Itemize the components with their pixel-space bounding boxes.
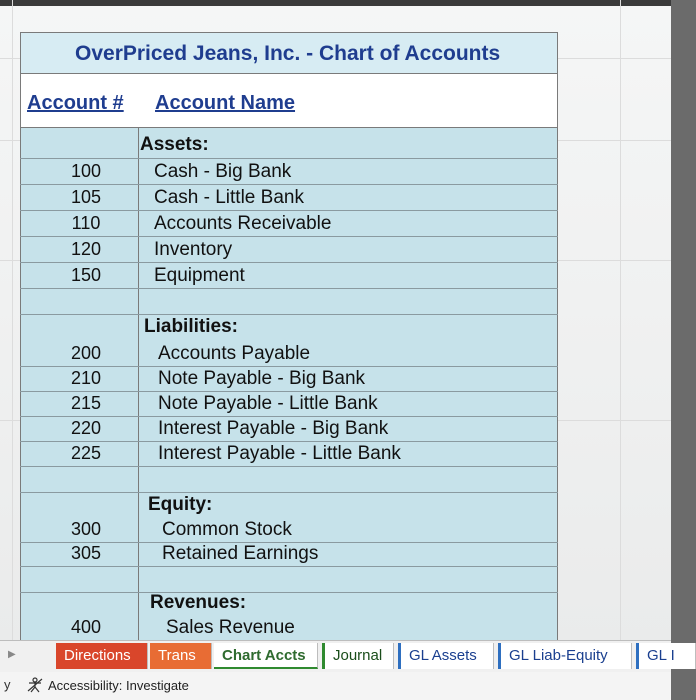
- tab-trans[interactable]: Trans: [150, 643, 212, 669]
- table-row[interactable]: [20, 390, 558, 417]
- tab-directions[interactable]: Directions: [56, 643, 148, 669]
- account-name: Cash - Big Bank: [154, 161, 292, 182]
- account-name: Accounts Payable: [158, 343, 311, 364]
- section-row[interactable]: [20, 590, 558, 616]
- account-name: Cash - Little Bank: [154, 187, 304, 208]
- account-name: Interest Payable - Big Bank: [158, 418, 389, 439]
- window-top-edge: [0, 0, 671, 6]
- account-number: 150: [70, 265, 102, 285]
- account-number: 105: [70, 187, 102, 207]
- blank-row[interactable]: [20, 466, 558, 493]
- section-label: Liabilities:: [144, 316, 238, 337]
- sheet-tab-bar: [0, 640, 675, 673]
- table-row[interactable]: [20, 158, 558, 185]
- blank-row[interactable]: [20, 288, 558, 315]
- account-number-header[interactable]: Account #: [27, 92, 124, 114]
- section-label: Assets:: [140, 134, 209, 155]
- header-row: [20, 74, 558, 128]
- account-number: 110: [71, 213, 101, 233]
- account-name: Accounts Receivable: [154, 213, 332, 234]
- account-name: Note Payable - Little Bank: [158, 393, 378, 414]
- table-row[interactable]: [20, 365, 558, 392]
- section-row[interactable]: [20, 132, 558, 159]
- account-name: Equipment: [154, 265, 245, 286]
- status-bar: [0, 672, 671, 700]
- account-number: 210: [70, 368, 102, 388]
- table-row[interactable]: [20, 614, 558, 640]
- tab-gl-liab-equity[interactable]: GL Liab-Equity: [498, 643, 632, 669]
- section-row[interactable]: [20, 314, 558, 340]
- table-row[interactable]: [20, 236, 558, 263]
- gridline: [12, 0, 13, 640]
- sheet-title: OverPriced Jeans, Inc. - Chart of Accounts: [75, 42, 501, 65]
- account-number: 100: [70, 161, 102, 181]
- account-number: 225: [70, 443, 102, 463]
- account-number: 400: [70, 617, 102, 637]
- table-row[interactable]: [20, 415, 558, 442]
- accessibility-status[interactable]: Accessibility: Investigate: [48, 678, 189, 693]
- gridline: [620, 0, 621, 640]
- table-row[interactable]: [20, 516, 558, 543]
- account-number: 300: [70, 519, 102, 539]
- tab-gl-more[interactable]: GL I: [636, 643, 696, 669]
- table-row[interactable]: [20, 340, 558, 367]
- accessibility-icon[interactable]: [26, 677, 44, 693]
- chart-of-accounts-table: [20, 32, 558, 644]
- account-number: 200: [70, 343, 102, 363]
- account-number: 220: [70, 418, 102, 438]
- account-number: 215: [70, 393, 102, 413]
- account-name-header[interactable]: Account Name: [155, 92, 296, 114]
- account-name: Note Payable - Big Bank: [158, 368, 366, 389]
- account-number: 305: [70, 543, 102, 563]
- account-number: 120: [70, 239, 102, 259]
- section-label: Equity:: [148, 494, 213, 515]
- account-name: Common Stock: [162, 519, 292, 540]
- title-cell[interactable]: [20, 32, 558, 74]
- table-row[interactable]: [20, 262, 558, 289]
- blank-row[interactable]: [20, 566, 558, 593]
- status-left-text: y: [4, 677, 11, 692]
- tab-gl-assets[interactable]: GL Assets: [398, 643, 494, 669]
- account-name: Inventory: [154, 239, 233, 260]
- table-row[interactable]: [20, 210, 558, 237]
- table-row[interactable]: [20, 440, 558, 467]
- section-label: Revenues:: [150, 592, 247, 613]
- sheet-nav-arrow-icon[interactable]: ▶: [8, 649, 16, 660]
- table-row[interactable]: [20, 184, 558, 211]
- account-name: Retained Earnings: [162, 543, 319, 564]
- account-name: Interest Payable - Little Bank: [158, 443, 401, 464]
- account-name: Sales Revenue: [166, 617, 295, 638]
- tab-journal[interactable]: Journal: [322, 643, 394, 669]
- table-row[interactable]: [20, 540, 558, 567]
- tab-chart-accts[interactable]: Chart Accts: [214, 643, 318, 669]
- section-row[interactable]: [20, 492, 558, 518]
